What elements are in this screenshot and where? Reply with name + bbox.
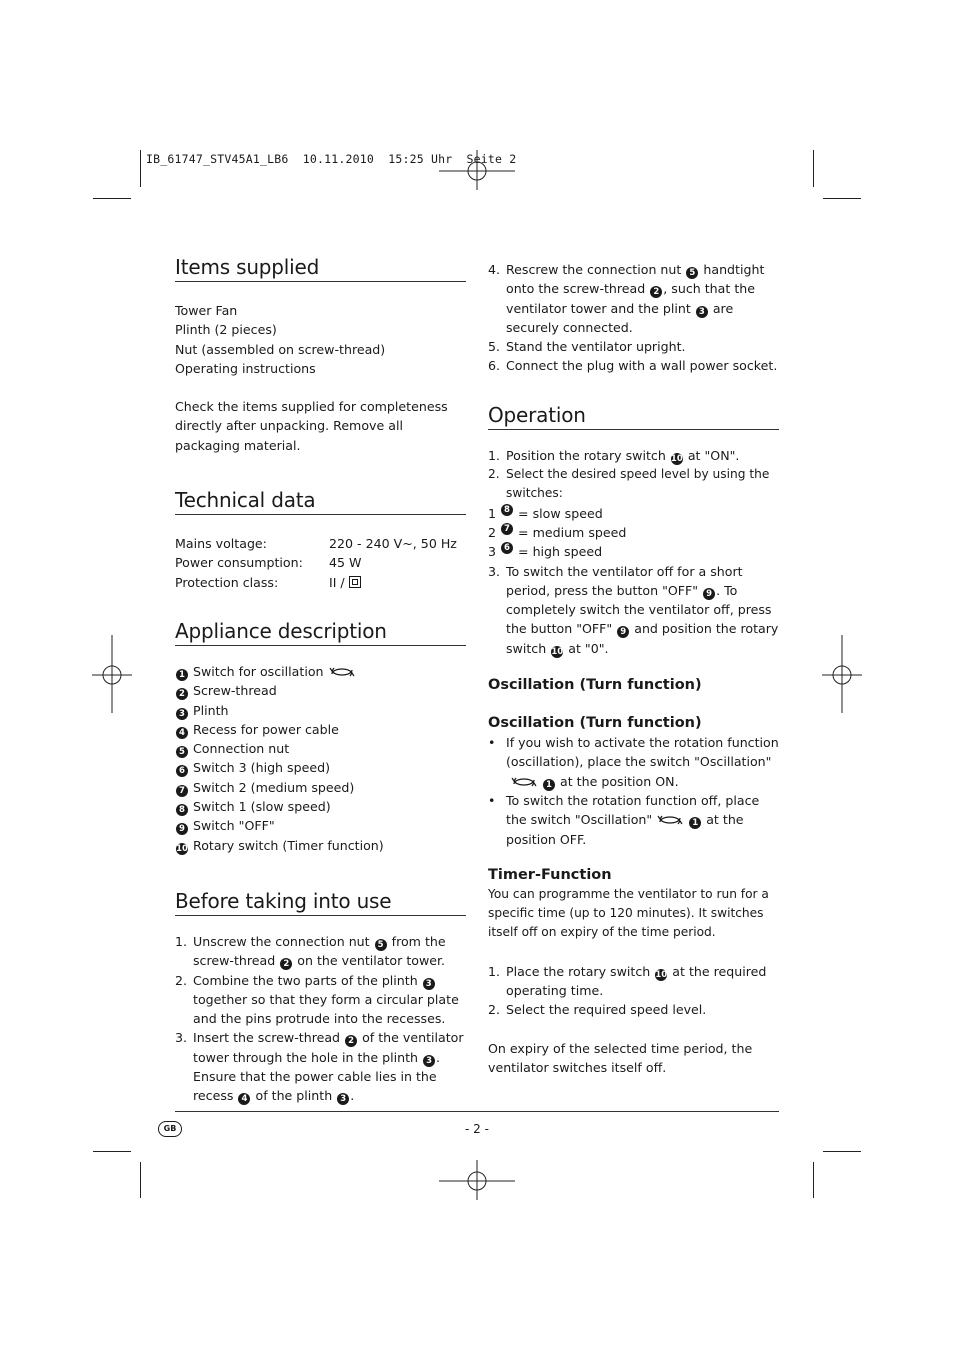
registration-mark-right bbox=[822, 635, 862, 715]
number-badge: 6 bbox=[176, 765, 188, 777]
tech-row bbox=[175, 534, 466, 553]
print-slug: IB_61747_STV45A1_LB6 10.11.2010 15:25 Uhr Seite 2 bbox=[146, 152, 517, 166]
timer-heading: Timer-Function bbox=[488, 866, 612, 883]
step-number: 3. bbox=[488, 563, 501, 579]
speed-text: = slow speed bbox=[518, 505, 603, 521]
technical-data-heading: Technical data bbox=[175, 487, 466, 515]
number-badge: 7 bbox=[501, 523, 513, 535]
appliance-item bbox=[175, 681, 466, 700]
step-text: together so that they form a circular plate and the pins protrude into the recesses. bbox=[193, 991, 459, 1027]
appliance-item bbox=[175, 836, 466, 855]
speed-level: 2 bbox=[488, 524, 497, 540]
number-badge: 3 bbox=[423, 978, 435, 990]
step-text: Connect the plug with a wall power socket. bbox=[506, 358, 778, 374]
step-number: 5. bbox=[488, 339, 501, 355]
step-number: 2. bbox=[488, 1002, 501, 1018]
number-badge: 1 bbox=[176, 669, 188, 681]
step-text: Position the rotary switch bbox=[506, 447, 666, 463]
step bbox=[175, 932, 466, 971]
number-badge: 10 bbox=[670, 453, 683, 464]
step-number: 3. bbox=[175, 1030, 188, 1046]
step-text: and position the rotary switch bbox=[506, 621, 779, 656]
bullet-dot: • bbox=[488, 792, 496, 808]
tech-label: Protection class: bbox=[175, 574, 279, 590]
step-text: Rescrew the connection nut bbox=[506, 262, 682, 277]
bullet bbox=[488, 733, 779, 791]
oscillation-heading: Oscillation (Turn function) bbox=[488, 715, 702, 732]
tech-row bbox=[175, 553, 466, 572]
appliance-item-label: Switch 3 (high speed) bbox=[193, 760, 331, 776]
oscillation-icon bbox=[328, 665, 356, 679]
list-item: Plinth (2 pieces) bbox=[175, 322, 277, 338]
number-badge: 10 bbox=[655, 969, 668, 980]
appliance-item-label: Rotary switch (Timer function) bbox=[193, 837, 384, 853]
step-text: on the ventilator tower. bbox=[297, 953, 446, 969]
number-badge: 9 bbox=[703, 588, 715, 600]
timer-outro: On expiry of the selected time period, the ventilator switches itself off. bbox=[488, 1040, 753, 1075]
step-text: Select the required speed level. bbox=[506, 1002, 707, 1018]
number-badge: 5 bbox=[176, 746, 188, 758]
right-column bbox=[488, 260, 779, 1077]
step-text: Insert the screw-thread bbox=[193, 1030, 341, 1046]
appliance-item bbox=[175, 797, 466, 816]
appliance-item-label: Switch "OFF" bbox=[193, 818, 275, 834]
number-badge: 1 bbox=[689, 817, 701, 829]
page-number: - 2 - bbox=[465, 1122, 489, 1136]
appliance-item-label: Switch 2 (medium speed) bbox=[193, 779, 355, 795]
appliance-item bbox=[175, 701, 466, 720]
number-badge: 3 bbox=[337, 1093, 349, 1105]
step bbox=[488, 446, 779, 465]
number-badge: 4 bbox=[176, 727, 188, 739]
appliance-item bbox=[175, 816, 466, 835]
number-badge: 6 bbox=[501, 542, 513, 554]
step bbox=[488, 562, 779, 658]
oscillation-icon bbox=[510, 775, 538, 789]
footer-rule bbox=[175, 1111, 779, 1112]
number-badge: 3 bbox=[423, 1055, 435, 1067]
number-badge: 2 bbox=[280, 958, 292, 970]
bullet-text: at the position OFF. bbox=[506, 812, 744, 847]
operation-heading: Operation bbox=[488, 402, 779, 430]
step-text: of the ventilator tower through the hole in the plinth bbox=[193, 1030, 464, 1065]
list-item: Nut (assembled on screw-thread) bbox=[175, 341, 386, 357]
tech-value: II / bbox=[329, 574, 345, 590]
step-number: 1. bbox=[488, 963, 501, 979]
registration-mark-bottom bbox=[437, 1160, 517, 1200]
appliance-item bbox=[175, 662, 466, 681]
step-text: from the screw-thread bbox=[193, 933, 446, 969]
speed-row bbox=[488, 542, 779, 561]
number-badge: 3 bbox=[696, 306, 708, 318]
bullet-text: If you wish to activate the rotation function (oscillation), place the switch "Oscillation" bbox=[506, 735, 779, 770]
oscillation-heading: Oscillation (Turn function) bbox=[488, 677, 702, 694]
step-number: 4. bbox=[488, 262, 501, 277]
registration-mark-left bbox=[92, 635, 132, 715]
step bbox=[488, 260, 779, 337]
step-text: . bbox=[350, 1088, 355, 1104]
bullet-text: To switch the rotation function off, place the switch "Oscillation" bbox=[506, 792, 760, 828]
list-item: Operating instructions bbox=[175, 360, 316, 376]
speed-text: = high speed bbox=[518, 544, 603, 560]
step bbox=[488, 356, 779, 375]
number-badge: 7 bbox=[176, 785, 188, 797]
oscillation-icon bbox=[656, 813, 684, 827]
step-text: at "ON". bbox=[687, 447, 740, 463]
step-text: . Ensure that the power cable lies in the recess bbox=[193, 1049, 441, 1104]
appliance-item-label: Switch 1 (slow speed) bbox=[193, 799, 331, 815]
step-number: 2. bbox=[488, 467, 500, 482]
speed-row bbox=[488, 523, 779, 542]
appliance-item-label: Connection nut bbox=[193, 741, 290, 757]
bullet-text: at the position ON. bbox=[560, 773, 679, 789]
number-badge: 2 bbox=[176, 688, 188, 700]
tech-value: 220 - 240 V~, 50 Hz bbox=[329, 536, 457, 552]
step bbox=[175, 1028, 466, 1105]
step bbox=[175, 971, 466, 1029]
step-text: To switch the ventilator off for a short period, press the button "OFF" bbox=[506, 563, 743, 598]
step-text: Select the desired speed level by using the switches: bbox=[506, 467, 770, 501]
number-badge: 9 bbox=[617, 626, 629, 638]
appliance-item bbox=[175, 720, 466, 739]
step bbox=[488, 962, 779, 1001]
number-badge: 8 bbox=[501, 504, 513, 516]
number-badge: 2 bbox=[345, 1035, 357, 1047]
number-badge: 1 bbox=[543, 779, 555, 791]
appliance-item bbox=[175, 778, 466, 797]
step-number: 2. bbox=[175, 972, 188, 988]
number-badge: 3 bbox=[176, 708, 188, 720]
step-text: of the plinth bbox=[255, 1088, 333, 1104]
appliance-item-label: Plinth bbox=[193, 702, 229, 718]
appliance-item bbox=[175, 758, 466, 777]
appliance-description-heading: Appliance description bbox=[175, 618, 466, 646]
step-text: Stand the ventilator upright. bbox=[506, 339, 686, 355]
bullet bbox=[488, 791, 779, 849]
left-column bbox=[175, 254, 466, 1106]
items-supplied-heading: Items supplied bbox=[175, 254, 466, 282]
protection-class-icon bbox=[349, 576, 361, 588]
step-number: 6. bbox=[488, 358, 501, 374]
appliance-item-label: Recess for power cable bbox=[193, 721, 339, 737]
tech-row bbox=[175, 573, 466, 592]
number-badge: 10 bbox=[176, 843, 188, 854]
step-text: Combine the two parts of the plinth bbox=[193, 972, 418, 988]
step-text: are securely connected. bbox=[506, 300, 734, 335]
number-badge: 4 bbox=[238, 1093, 250, 1105]
speed-row bbox=[488, 504, 779, 523]
number-badge: 9 bbox=[176, 823, 188, 835]
step-text: handtight onto the screw-thread bbox=[506, 262, 765, 297]
appliance-item bbox=[175, 739, 466, 758]
number-badge: 5 bbox=[686, 267, 698, 279]
step-text: Unscrew the connection nut bbox=[193, 933, 370, 949]
bullet-dot: • bbox=[488, 735, 496, 751]
step-text: , such that the ventilator tower and the plint bbox=[506, 281, 755, 316]
number-badge: 5 bbox=[375, 939, 387, 951]
step-text: at "0". bbox=[568, 640, 609, 656]
speed-level: 3 bbox=[488, 544, 497, 560]
step-text: Place the rotary switch bbox=[506, 963, 651, 979]
appliance-item-label: Switch for oscillation bbox=[193, 663, 324, 679]
before-use-heading: Before taking into use bbox=[175, 888, 466, 916]
step bbox=[488, 1000, 779, 1019]
timer-intro: You can programme the ventilator to run for a specific time (up to 120 minutes). It switches itself off on expiry of the time period. bbox=[488, 886, 769, 940]
step-number: 1. bbox=[488, 447, 501, 463]
speed-text: = medium speed bbox=[518, 524, 627, 540]
tech-label: Power consumption: bbox=[175, 555, 303, 571]
step bbox=[488, 337, 779, 356]
step-text: . To completely switch the ventilator off, press the button "OFF" bbox=[506, 582, 772, 637]
step bbox=[488, 465, 779, 504]
list-item: Tower Fan bbox=[175, 303, 238, 318]
speed-level: 1 bbox=[488, 505, 497, 521]
items-supplied-note: Check the items supplied for completeness directly after unpacking. Remove all packaging material. bbox=[175, 399, 448, 453]
step-text: at the required operating time. bbox=[506, 963, 767, 999]
tech-label: Mains voltage: bbox=[175, 536, 267, 552]
tech-value: 45 W bbox=[329, 555, 362, 571]
appliance-item-label: Screw-thread bbox=[193, 683, 277, 699]
number-badge: 10 bbox=[551, 646, 564, 657]
number-badge: 8 bbox=[176, 804, 188, 816]
language-badge: GB bbox=[158, 1121, 182, 1137]
step-number: 1. bbox=[175, 933, 188, 949]
number-badge: 2 bbox=[650, 286, 662, 298]
